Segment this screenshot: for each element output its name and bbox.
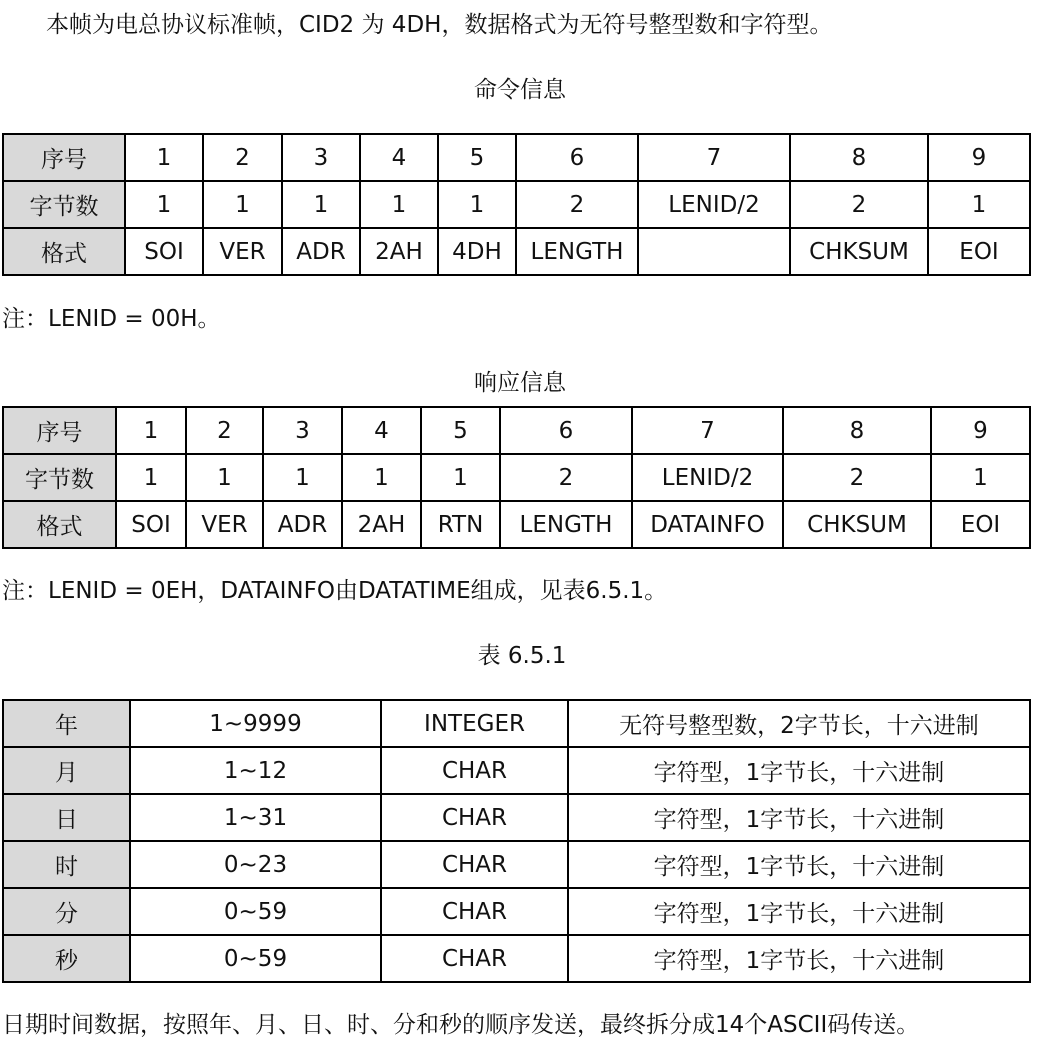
type-cell: CHAR xyxy=(381,888,568,935)
table-cell: 8 xyxy=(783,407,931,454)
command-title: 命令信息 xyxy=(474,77,566,103)
table-row xyxy=(3,794,1030,841)
table-cell: VER xyxy=(186,501,263,548)
response-table xyxy=(2,406,1031,549)
table-cell: EOI xyxy=(931,501,1030,548)
row-label: 格式 xyxy=(3,501,116,548)
row-label: 时 xyxy=(3,841,130,888)
table-cell: VER xyxy=(203,228,282,275)
table-cell: 6 xyxy=(500,407,632,454)
row-label: 序号 xyxy=(3,407,116,454)
table-cell: 4 xyxy=(360,134,438,181)
table-cell: 2 xyxy=(500,454,632,501)
table-row xyxy=(3,841,1030,888)
table-cell: 4 xyxy=(342,407,421,454)
range-cell: 0~59 xyxy=(130,935,381,982)
table-row xyxy=(3,454,1030,501)
table-row xyxy=(3,501,1030,548)
row-label: 字节数 xyxy=(3,454,116,501)
table-cell: 4DH xyxy=(438,228,516,275)
table-cell: 3 xyxy=(282,134,360,181)
table-row xyxy=(3,888,1030,935)
table-cell: 1 xyxy=(203,181,282,228)
table-cell: CHKSUM xyxy=(790,228,928,275)
row-label: 字节数 xyxy=(3,181,125,228)
table-cell: 8 xyxy=(790,134,928,181)
response-note: 注：LENID = 0EH，DATAINFO由DATATIME组成，见表6.5.1。 xyxy=(2,578,668,604)
row-label: 秒 xyxy=(3,935,130,982)
table-cell: 9 xyxy=(931,407,1030,454)
table-cell: 1 xyxy=(282,181,360,228)
table-cell: 1 xyxy=(928,181,1030,228)
table-cell: 2 xyxy=(186,407,263,454)
table-cell: 1 xyxy=(438,181,516,228)
table-cell: LENID/2 xyxy=(632,454,783,501)
table-cell: 2 xyxy=(790,181,928,228)
table-cell: 9 xyxy=(928,134,1030,181)
table-cell: SOI xyxy=(125,228,203,275)
table-cell: 1 xyxy=(421,454,500,501)
table-row xyxy=(3,228,1030,275)
table-row xyxy=(3,747,1030,794)
table-row xyxy=(3,181,1030,228)
desc-cell: 无符号整型数，2字节长，十六进制 xyxy=(568,700,1030,747)
table-cell: 5 xyxy=(421,407,500,454)
table-cell: CHKSUM xyxy=(783,501,931,548)
table-cell: SOI xyxy=(116,501,186,548)
type-cell: INTEGER xyxy=(381,700,568,747)
table-cell: 3 xyxy=(263,407,342,454)
type-cell: CHAR xyxy=(381,841,568,888)
row-label: 格式 xyxy=(3,228,125,275)
table-cell: 1 xyxy=(263,454,342,501)
type-cell: CHAR xyxy=(381,747,568,794)
range-cell: 1~9999 xyxy=(130,700,381,747)
table-row xyxy=(3,935,1030,982)
table-cell: ADR xyxy=(282,228,360,275)
table-cell: 6 xyxy=(516,134,638,181)
row-label: 序号 xyxy=(3,134,125,181)
table-6-5-1 xyxy=(2,699,1031,983)
type-cell: CHAR xyxy=(381,794,568,841)
range-cell: 1~12 xyxy=(130,747,381,794)
table-cell: 2 xyxy=(203,134,282,181)
table-cell xyxy=(638,228,790,275)
intro-text: 本帧为电总协议标准帧，CID2 为 4DH，数据格式为无符号整型数和字符型。 xyxy=(46,12,833,38)
table-cell: 1 xyxy=(186,454,263,501)
command-note: 注：LENID = 00H。 xyxy=(2,306,221,332)
row-label: 日 xyxy=(3,794,130,841)
type-cell: CHAR xyxy=(381,935,568,982)
row-label: 年 xyxy=(3,700,130,747)
table-row xyxy=(3,134,1030,181)
table-cell: 2AH xyxy=(342,501,421,548)
table-6-5-1-title: 表 6.5.1 xyxy=(477,643,567,669)
footer-text: 日期时间数据，按照年、月、日、时、分和秒的顺序发送，最终拆分成14个ASCII码传送。 xyxy=(2,1012,920,1038)
table-cell: 2 xyxy=(516,181,638,228)
desc-cell: 字符型，1字节长，十六进制 xyxy=(568,747,1030,794)
table-cell: 2 xyxy=(783,454,931,501)
row-label: 月 xyxy=(3,747,130,794)
table-cell: 7 xyxy=(638,134,790,181)
table-cell: 2AH xyxy=(360,228,438,275)
table-cell: LENGTH xyxy=(516,228,638,275)
table-row xyxy=(3,407,1030,454)
range-cell: 0~23 xyxy=(130,841,381,888)
row-label: 分 xyxy=(3,888,130,935)
table-cell: LENID/2 xyxy=(638,181,790,228)
table-cell: 1 xyxy=(360,181,438,228)
table-cell: RTN xyxy=(421,501,500,548)
command-table xyxy=(2,133,1031,276)
table-cell: 1 xyxy=(342,454,421,501)
table-cell: LENGTH xyxy=(500,501,632,548)
table-cell: DATAINFO xyxy=(632,501,783,548)
desc-cell: 字符型，1字节长，十六进制 xyxy=(568,841,1030,888)
table-cell: 1 xyxy=(125,134,203,181)
range-cell: 1~31 xyxy=(130,794,381,841)
desc-cell: 字符型，1字节长，十六进制 xyxy=(568,935,1030,982)
table-row xyxy=(3,700,1030,747)
desc-cell: 字符型，1字节长，十六进制 xyxy=(568,794,1030,841)
response-title: 响应信息 xyxy=(474,370,566,396)
table-cell: 1 xyxy=(116,407,186,454)
table-cell: ADR xyxy=(263,501,342,548)
range-cell: 0~59 xyxy=(130,888,381,935)
table-cell: 5 xyxy=(438,134,516,181)
table-cell: 7 xyxy=(632,407,783,454)
table-cell: EOI xyxy=(928,228,1030,275)
table-cell: 1 xyxy=(125,181,203,228)
desc-cell: 字符型，1字节长，十六进制 xyxy=(568,888,1030,935)
table-cell: 1 xyxy=(116,454,186,501)
table-cell: 1 xyxy=(931,454,1030,501)
